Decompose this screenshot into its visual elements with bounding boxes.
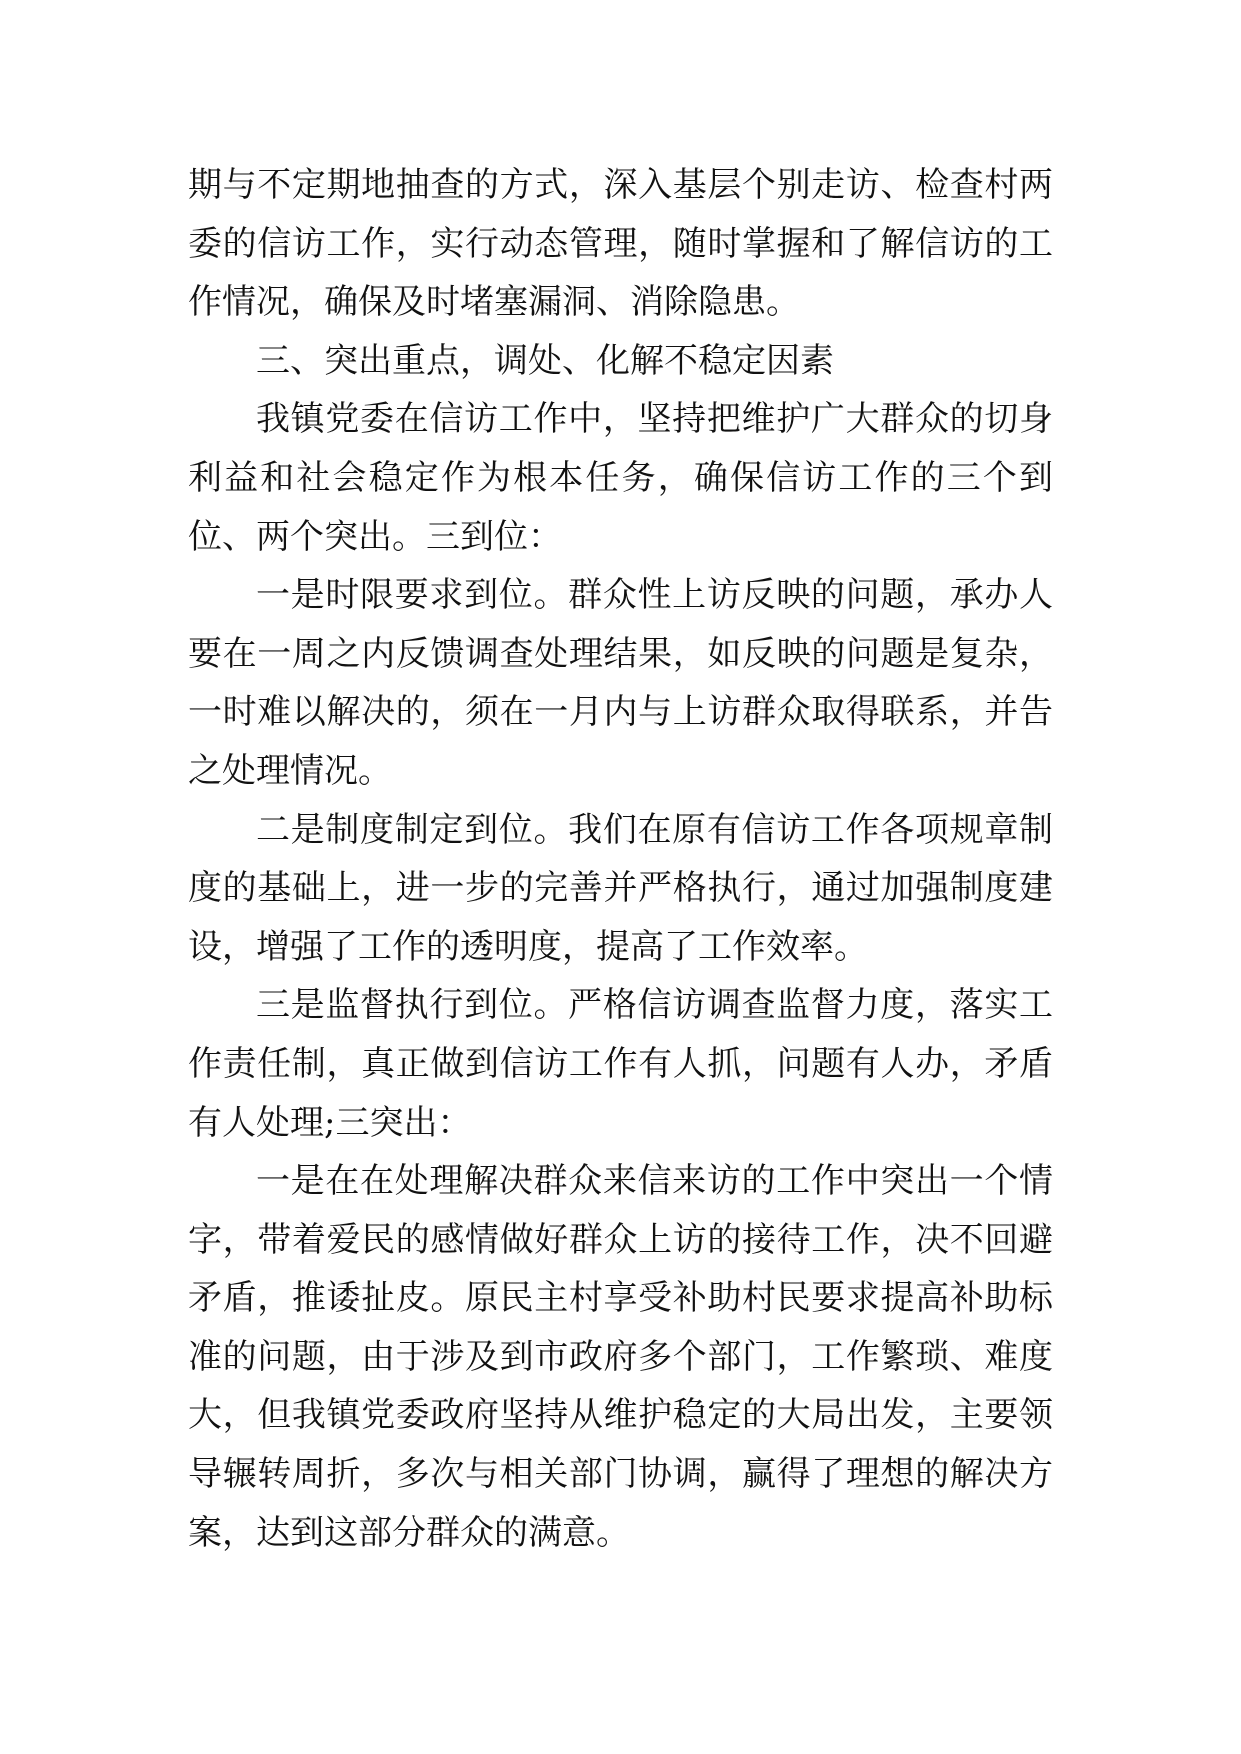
paragraph-continuation: 期与不定期地抽查的方式，深入基层个别走访、检查村两委的信访工作，实行动态管理，随时掌握和了解信访的工作情况，确保及时堵塞漏洞、消除隐患。 <box>188 165 1053 323</box>
section-heading: 三、突出重点，调处、化解不稳定因素 <box>256 340 834 381</box>
paragraph-time-limit: 一是时限要求到位。群众性上访反映的问题，承办人要在一周之内反馈调查处理结果，如反映的问题是复杂，一时难以解决的，须在一月内与上访群众取得联系，并告之处理情况。 <box>188 575 1053 791</box>
paragraph-emotion: 一是在在处理解决群众来信来访的工作中突出一个情字，带着爱民的感情做好群众上访的接待工作，决不回避矛盾，推诿扯皮。原民主村享受补助村民要求提高补助标准的问题，由于涉及到市政府多个部门，工作繁琐、难度大，但我镇党委政府坚持从维护稳定的大局出发，主要领导辗转周折，多次与相关部门协调，赢得了理想的解决方案，达到这部分群众的满意。 <box>188 1161 1053 1553</box>
document-body <box>188 156 1053 1562</box>
paragraph-intro: 我镇党委在信访工作中，坚持把维护广大群众的切身利益和社会稳定作为根本任务，确保信访工作的三个到位、两个突出。三到位： <box>188 399 1053 557</box>
paragraph-supervision: 三是监督执行到位。严格信访调查监督力度，落实工作责任制，真正做到信访工作有人抓，问题有人办，矛盾有人处理;三突出： <box>188 985 1053 1143</box>
paragraph-system: 二是制度制定到位。我们在原有信访工作各项规章制度的基础上，进一步的完善并严格执行，通过加强制度建设，增强了工作的透明度，提高了工作效率。 <box>188 809 1053 967</box>
